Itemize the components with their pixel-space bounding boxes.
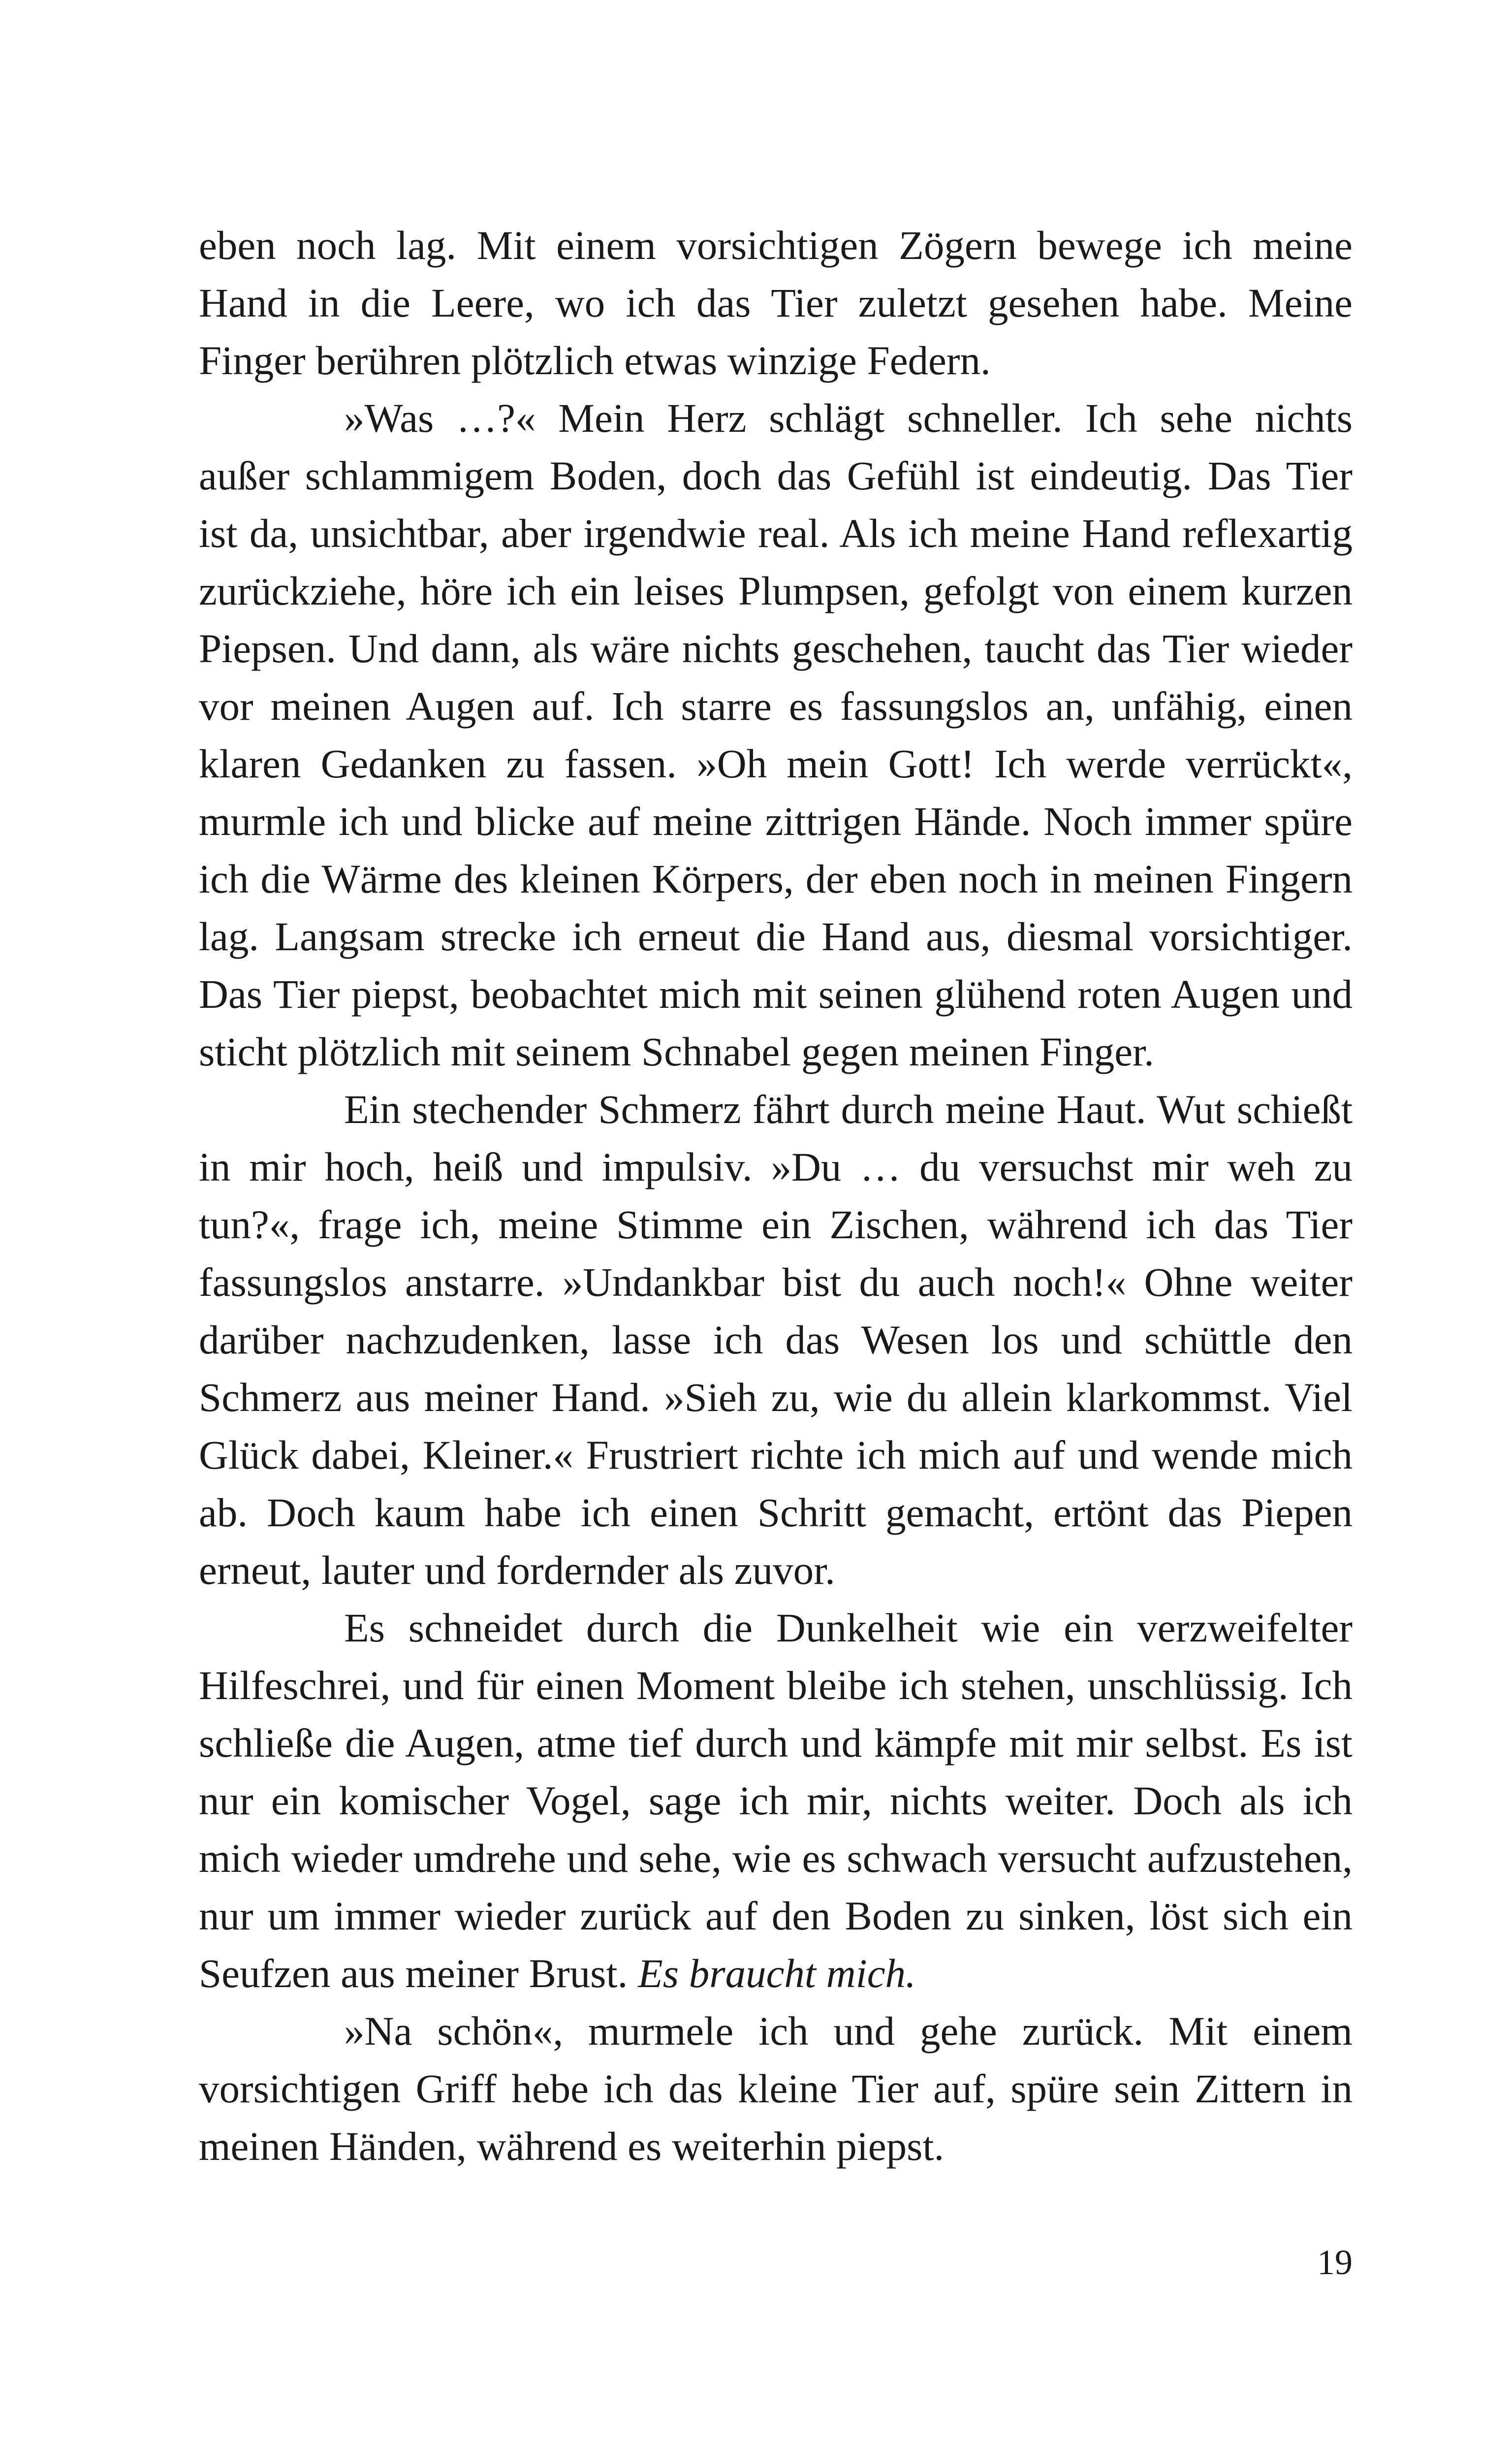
paragraph-1: eben noch lag. Mit einem vorsichtigen Zögern bewege ich meine Hand in die Leere, wo ich das Tier zuletzt gesehen habe. Meine Finger berühren plötzlich etwas winzige Federn. xyxy=(199,223,1353,383)
paragraph-3: Ein stechender Schmerz fährt durch meine Haut. Wut schießt in mir hoch, heiß und impulsiv. »Du … du versuchst mir weh zu tun?«, frage ich, meine Stimme ein Zischen, während ich das Tier fassungslos anstarre. »Undankbar bist du auch noch!« Ohne weiter darüber nachzudenken, lasse ich das Wesen los und schüttle den Schmerz aus meiner Hand. »Sieh zu, wie du allein klarkommst. Viel Glück dabei, Kleiner.« Frustriert richte ich mich auf und wende mich ab. Doch kaum habe ich einen Schritt gemacht, ertönt das Piepen erneut, lauter und fordernder als zuvor. xyxy=(199,1087,1353,1593)
paragraph-4-text: Es schneidet durch die Dunkelheit wie ein verzweifelter Hilfeschrei, und für einen Moment bleibe ich stehen, unschlüssig. Ich schließe die Augen, atme tief durch und kämpfe mit mir selbst. Es ist nur ein komischer Vogel, sage ich mir, nichts weiter. Doch als ich mich wieder umdrehe und sehe, wie es schwach versucht aufzustehen, nur um immer wieder zurück auf den Boden zu sinken, löst sich ein Seufzen aus meiner Brust. xyxy=(199,1605,1353,1996)
paragraph-2: »Was …?« Mein Herz schlägt schneller. Ich sehe nichts außer schlammigem Boden, doch das Gefühl ist eindeutig. Das Tier ist da, unsichtbar, aber irgendwie real. Als ich meine Hand reflexartig zurückziehe, höre ich ein leises Plumpsen, gefolgt von einem kurzen Piepsen. Und dann, als wäre nichts geschehen, taucht das Tier wieder vor meinen Augen auf. Ich starre es fassungslos an, unfähig, einen klaren Gedanken zu fassen. »Oh mein Gott! Ich werde verrückt«, murmle ich und blicke auf meine zittrigen Hände. Noch immer spüre ich die Wärme des kleinen Körpers, der eben noch in meinen Fingern lag. Langsam strecke ich erneut die Hand aus, diesmal vorsichtiger. Das Tier piepst, beobachtet mich mit seinen glühend roten Augen und sticht plötzlich mit seinem Schnabel gegen meinen Finger. xyxy=(199,395,1353,1074)
page-number: 19 xyxy=(1317,2243,1353,2282)
paragraph-4 xyxy=(199,1599,1353,2002)
paragraph-5: »Na schön«, murmele ich und gehe zurück. Mit einem vorsichtigen Griff hebe ich das kleine Tier auf, spüre sein Zittern in meinen Händen, während es weiterhin piepst. xyxy=(199,2008,1353,2169)
body-text xyxy=(199,217,1353,2175)
paragraph-4-italic: Es braucht mich. xyxy=(638,1951,916,1996)
